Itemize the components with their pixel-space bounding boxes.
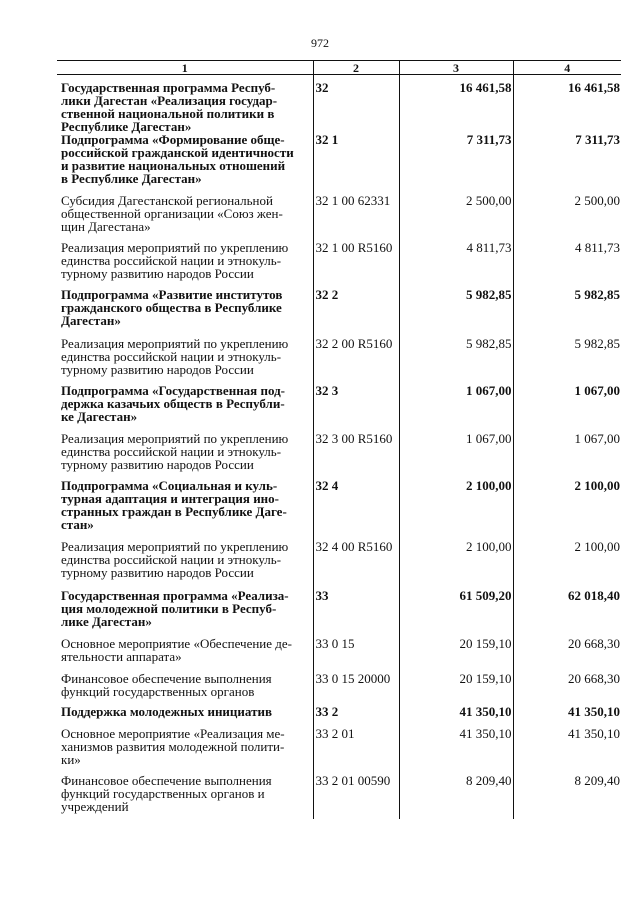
row-code-cell: 32 (313, 75, 399, 134)
row-value-col3-cell: 2 100,00 (399, 540, 513, 589)
table-row (57, 637, 621, 672)
row-value-col4-cell: 62 018,40 (513, 589, 621, 637)
column-header-2: 2 (313, 61, 399, 75)
row-value-col3-cell: 7 311,73 (399, 133, 513, 194)
row-name-cell: Государственная программа «Реализа- ция молодежной политики в Респуб- лике Дагестан» (61, 588, 289, 629)
column-header-1: 1 (57, 61, 313, 75)
row-name-cell: Реализация мероприятий по укреплению единства российской нации и этнокуль- турному развитию народов России (61, 539, 289, 580)
column-header-4: 4 (513, 61, 621, 75)
table-row (57, 774, 621, 819)
row-value-col4-cell: 1 067,00 (513, 384, 621, 432)
row-code-cell: 32 2 (313, 288, 399, 337)
row-value-col3-cell: 41 350,10 (399, 727, 513, 774)
row-code-cell: 32 2 00 R5160 (313, 337, 399, 384)
row-value-col4-cell: 5 982,85 (513, 337, 621, 384)
row-name-cell: Основное мероприятие «Обеспечение де- ятельности аппарата» (61, 636, 292, 664)
row-value-col3-cell: 2 500,00 (399, 194, 513, 241)
row-value-col3-cell: 61 509,20 (399, 589, 513, 637)
row-name-cell: Основное мероприятие «Реализация ме- ханизмов развития молодежной полити- ки» (61, 726, 285, 767)
row-name-cell: Финансовое обеспечение выполнения функций государственных органов и учреждений (61, 773, 272, 814)
table-row (57, 727, 621, 774)
row-name-cell: Подпрограмма «Социальная и куль- турная адаптация и интеграция ино- странных граждан в Республике Даге- стан» (61, 478, 287, 532)
page-number: 972 (311, 36, 329, 50)
row-value-col4-cell: 20 668,30 (513, 672, 621, 705)
row-code-cell: 33 0 15 (313, 637, 399, 672)
table-row (57, 589, 621, 637)
table-body (57, 75, 621, 820)
row-value-col3-cell: 5 982,85 (399, 337, 513, 384)
row-code-cell: 32 1 00 R5160 (313, 241, 399, 288)
row-value-col3-cell: 20 159,10 (399, 672, 513, 705)
row-code-cell: 33 2 01 (313, 727, 399, 774)
table-row (57, 479, 621, 540)
row-value-col4-cell: 20 668,30 (513, 637, 621, 672)
table-header-row (57, 61, 621, 75)
row-code-cell: 32 3 00 R5160 (313, 432, 399, 479)
row-code-cell: 33 2 (313, 705, 399, 727)
row-name-cell: Подпрограмма «Развитие институтов гражданского общества в Республике Дагестан» (61, 287, 283, 328)
table-row (57, 540, 621, 589)
row-value-col4-cell: 2 100,00 (513, 540, 621, 589)
row-code-cell: 33 (313, 589, 399, 637)
row-name-cell: Реализация мероприятий по укреплению единства российской нации и этнокуль- турному развитию народов России (61, 431, 289, 472)
row-code-cell: 32 1 (313, 133, 399, 194)
table-row (57, 133, 621, 194)
row-name-cell: Субсидия Дагестанской региональной общественной организации «Союз жен- щин Дагестана» (61, 193, 283, 234)
row-code-cell: 32 1 00 62331 (313, 194, 399, 241)
row-value-col4-cell: 41 350,10 (513, 727, 621, 774)
row-name-cell: Поддержка молодежных инициатив (61, 704, 272, 719)
row-value-col4-cell: 7 311,73 (513, 133, 621, 194)
row-name-cell: Реализация мероприятий по укреплению единства российской нации и этнокуль- турному развитию народов России (61, 336, 289, 377)
table-row (57, 432, 621, 479)
row-value-col4-cell: 1 067,00 (513, 432, 621, 479)
row-value-col3-cell: 16 461,58 (399, 75, 513, 134)
row-value-col3-cell: 8 209,40 (399, 774, 513, 819)
row-code-cell: 33 2 01 00590 (313, 774, 399, 819)
row-value-col3-cell: 5 982,85 (399, 288, 513, 337)
budget-table (57, 60, 621, 819)
table-row (57, 241, 621, 288)
row-value-col4-cell: 4 811,73 (513, 241, 621, 288)
row-value-col4-cell: 5 982,85 (513, 288, 621, 337)
column-header-3: 3 (399, 61, 513, 75)
row-name-cell: Реализация мероприятий по укреплению единства российской нации и этнокуль- турному развитию народов России (61, 240, 289, 281)
row-value-col3-cell: 1 067,00 (399, 384, 513, 432)
row-value-col3-cell: 20 159,10 (399, 637, 513, 672)
row-value-col3-cell: 41 350,10 (399, 705, 513, 727)
row-value-col4-cell: 2 100,00 (513, 479, 621, 540)
table-row (57, 672, 621, 705)
row-value-col4-cell: 8 209,40 (513, 774, 621, 819)
row-name-cell: Подпрограмма «Государственная под- держка казачьих обществ в Республи- ке Дагестан» (61, 383, 285, 424)
row-value-col4-cell: 2 500,00 (513, 194, 621, 241)
row-value-col3-cell: 2 100,00 (399, 479, 513, 540)
row-value-col3-cell: 1 067,00 (399, 432, 513, 479)
row-name-cell: Государственная программа Респуб- лики Дагестан «Реализация государ- ственной национальной политики в Республике Дагестан» (61, 80, 278, 134)
row-code-cell: 33 0 15 20000 (313, 672, 399, 705)
row-name-cell: Финансовое обеспечение выполнения функций государственных органов (61, 671, 272, 699)
table-row (57, 384, 621, 432)
table-row (57, 705, 621, 727)
row-name-cell: Подпрограмма «Формирование обще- российской гражданской идентичности и развитие национальных отношений в Республике Дагестан» (61, 132, 294, 186)
table-row (57, 75, 621, 134)
row-value-col3-cell: 4 811,73 (399, 241, 513, 288)
table-row (57, 337, 621, 384)
row-value-col4-cell: 16 461,58 (513, 75, 621, 134)
table-row (57, 194, 621, 241)
row-value-col4-cell: 41 350,10 (513, 705, 621, 727)
row-code-cell: 32 4 (313, 479, 399, 540)
row-code-cell: 32 4 00 R5160 (313, 540, 399, 589)
row-code-cell: 32 3 (313, 384, 399, 432)
table-row (57, 288, 621, 337)
